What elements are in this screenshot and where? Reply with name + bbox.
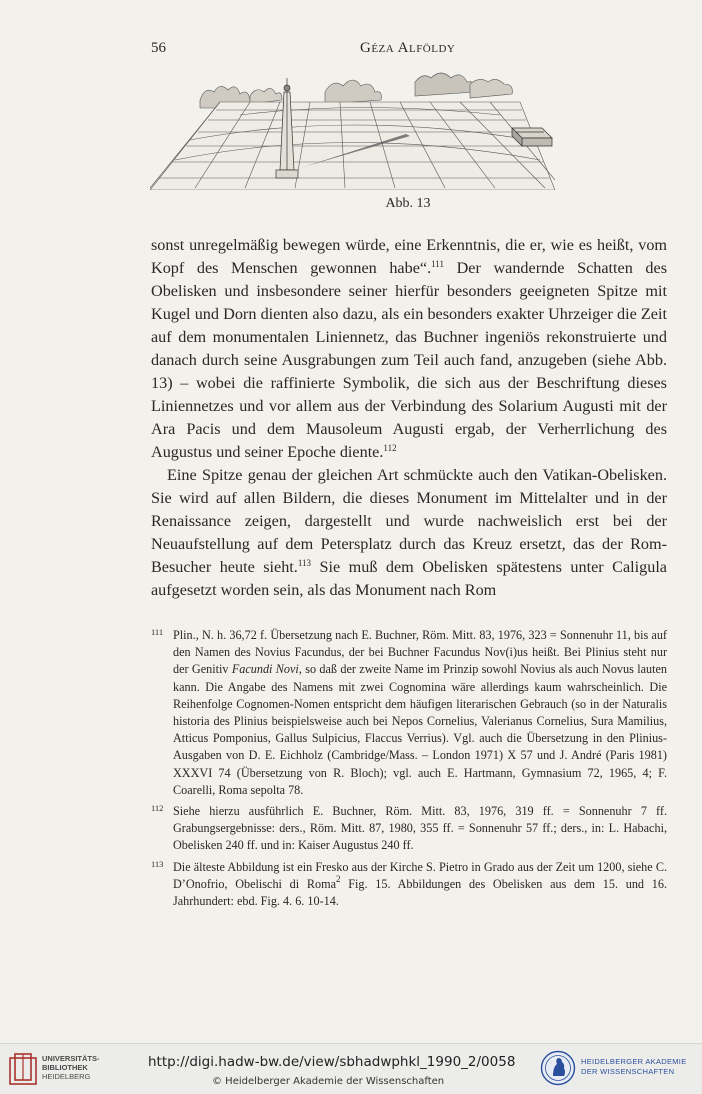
text-run: Siehe hierzu ausführlich E. Buchner, Röm. Mitt. 83, 1976, 319 ff. = Sonnenuhr 7 ff. Grabungsergebnisse: ders., Röm. Mitt. 87, 1980, 355 ff. = Sonnenuhr 57 ff.; ders., in: L. Habachi, Obelisken 240 ff. und in: Kaiser Augustus 240 ff. xyxy=(173,804,667,853)
footnote-ref: 2 xyxy=(336,873,341,884)
library-line-2: BIBLIOTHEK xyxy=(42,1063,88,1072)
university-library-logo-icon xyxy=(8,1052,38,1086)
academy-name xyxy=(581,1057,687,1077)
text-run: Sie muß dem Obelisken spätestens unter Caligula aufgesetzt worden sein, als das Monument nach Rom xyxy=(151,558,667,599)
page-number: 56 xyxy=(151,40,166,56)
text-run: Eine Spitze genau der gleichen Art schmückte auch den Vatikan-Obelisken. Sie wird auf allen Bildern, die dieses Monument im Mittelalter und in der Renaissance zeigen, dargestellt und wurde nachweislich erst bei der Neuaufstellung auf dem Petersplatz durch das Kreuz ersetzt, das der Rom-Besucher heute sieht. xyxy=(151,466,667,576)
footnote xyxy=(151,627,667,799)
library-line-1: UNIVERSITÄTS- xyxy=(42,1054,100,1063)
footnote-number: 113 xyxy=(151,858,164,869)
library-name xyxy=(42,1054,100,1081)
footnotes xyxy=(151,627,667,914)
academy-seal-logo-icon xyxy=(540,1050,576,1086)
text-run: Die älteste Abbildung ist ein Fresko aus der Kirche S. Pietro in Grado aus der Zeit um 1200, siehe C. D’Onofrio, Obelischi di Roma xyxy=(173,859,667,891)
text-run: sonst unregelmäßig bewegen würde, eine Erkenntnis, die er, wie es heißt, vom Kopf des Menschen gewonnen habe“. xyxy=(151,236,667,277)
academy-line-2: DER WISSENSCHAFTEN xyxy=(581,1067,675,1076)
footnote-ref: 113 xyxy=(297,558,312,568)
source-url-link[interactable]: http://digi.hadw-bw.de/view/sbhadwphkl_1990_2/0058 xyxy=(148,1054,516,1070)
footnote-number: 112 xyxy=(151,803,164,814)
paragraph-1 xyxy=(151,234,667,464)
body-text xyxy=(151,234,667,602)
figure-solarium-augusti xyxy=(150,70,555,190)
footnote-ref: 111 xyxy=(431,259,444,269)
running-head: Géza Alföldy xyxy=(360,40,456,56)
text-run: Plin., N. h. 36,72 f. Übersetzung nach E. Buchner, Röm. Mitt. 83, 1976, 323 = Sonnenuhr 11, bis auf den Namen des Novius Facundus, der bei Buchner Facundus Nov(i)us heißt. Bei Plinius steht nur der Genitiv xyxy=(173,628,667,677)
footer-bar xyxy=(0,1043,702,1094)
copyright-notice: © Heidelberger Akademie der Wissenschaften xyxy=(212,1076,445,1087)
sundial-illustration xyxy=(150,70,555,190)
footnote xyxy=(151,859,667,911)
footnote xyxy=(151,803,667,855)
footnote-number: 111 xyxy=(151,627,164,637)
text-run: so daß der zweite Name im Prinzip sowohl Novius als auch Novus lauten kann. Die Angabe des Namens mit zwei Cognomina wäre allerdings kaum wahrscheinlich. Die Reihenfolge Cognomen-Nomen entspricht dem häufigen literarischen Gebrauch (so in der Naturalis historia des Plinius beispielsweise auch bei Nepos Cornelius, Valerianus Cornelius, Sura Mamilius, Atticus Pomponius, Gallus Sulpicius, Flaccus Verrius). Vgl. auch die Übersetzung in den Plinius-Ausgaben von D. E. Eichholz (Cambridge/Mass. – London 1971) X 57 und J. André (Paris 1981) XXXVI 74 (Übersetzung von R. Bloch); vgl. auch E. Hartmann, Gymnasium 72, 1965, 4; F. Coarelli, Roma sepolta 78. xyxy=(173,662,667,797)
text-run: Der wandernde Schatten des Obelisken und insbesondere seiner hierfür besonders geeigneten Spitze mit Kugel und Dorn dienten also dazu, als ein besonders exakter Uhrzeiger die Zeit auf dem monumentalen Liniennetz, das Buchner ingeniös rekonstruierte und danach durch seine Ausgrabungen zum Teil auch fand, anzugeben (siehe Abb. 13) – wobei die raffinierte Symbolik, die sich aus der Beschriftung dieses Liniennetzes und vor allem aus der Verbindung des Solarium Augusti mit der Ara Pacis und dem Mausoleum Augusti ergab, der Verherrlichung des Augustus und seiner Epoche diente. xyxy=(151,259,667,461)
figure-caption: Abb. 13 xyxy=(385,196,431,211)
italic-text: Facundi Novi, xyxy=(231,662,302,677)
paragraph-2 xyxy=(151,464,667,602)
footnote-ref: 112 xyxy=(383,443,397,453)
text-run: Fig. 15. Abbildungen des Obelisken aus dem 15. und 16. Jahrhundert: ebd. Fig. 4. 6. 10-14. xyxy=(173,876,667,909)
library-line-3: HEIDELBERG xyxy=(42,1072,91,1081)
academy-line-1: HEIDELBERGER AKADEMIE xyxy=(581,1057,687,1066)
